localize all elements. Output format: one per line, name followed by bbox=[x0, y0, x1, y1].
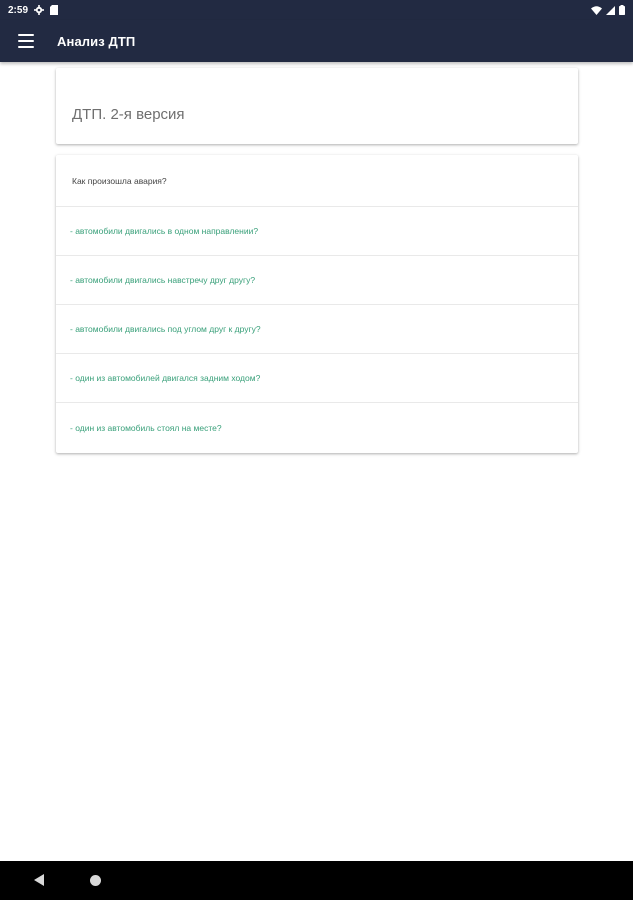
menu-icon[interactable] bbox=[18, 34, 34, 48]
settings-icon bbox=[34, 5, 44, 15]
title-card bbox=[56, 68, 578, 144]
answer-option-oncoming[interactable]: - автомобили двигались навстречу друг другу? bbox=[56, 256, 578, 305]
status-right bbox=[591, 5, 625, 15]
back-icon[interactable] bbox=[34, 874, 44, 886]
home-icon[interactable] bbox=[90, 875, 101, 886]
answer-list bbox=[56, 207, 578, 452]
status-left bbox=[8, 5, 58, 16]
answer-option-same-direction[interactable]: - автомобили двигались в одном направлении? bbox=[56, 207, 578, 256]
status-bar bbox=[0, 0, 633, 20]
answer-option-angle[interactable]: - автомобили двигались под углом друг к другу? bbox=[56, 305, 578, 354]
page-title: ДТП. 2-я версия bbox=[72, 106, 185, 123]
app-title: Анализ ДТП bbox=[57, 33, 136, 49]
answer-option-stationary[interactable]: - один из автомобиль стоял на месте? bbox=[70, 422, 222, 433]
status-time: 2:59 bbox=[8, 4, 29, 16]
question-text: Как произошла авария? bbox=[56, 155, 578, 207]
battery-icon bbox=[619, 5, 625, 15]
navigation-bar bbox=[0, 861, 633, 900]
question-card bbox=[56, 155, 578, 453]
sd-card-icon bbox=[50, 5, 58, 15]
signal-icon bbox=[606, 6, 615, 15]
wifi-icon bbox=[591, 6, 602, 15]
answer-option-reversing[interactable]: - один из автомобилей двигался задним ходом? bbox=[56, 354, 578, 403]
app-bar bbox=[0, 20, 633, 62]
